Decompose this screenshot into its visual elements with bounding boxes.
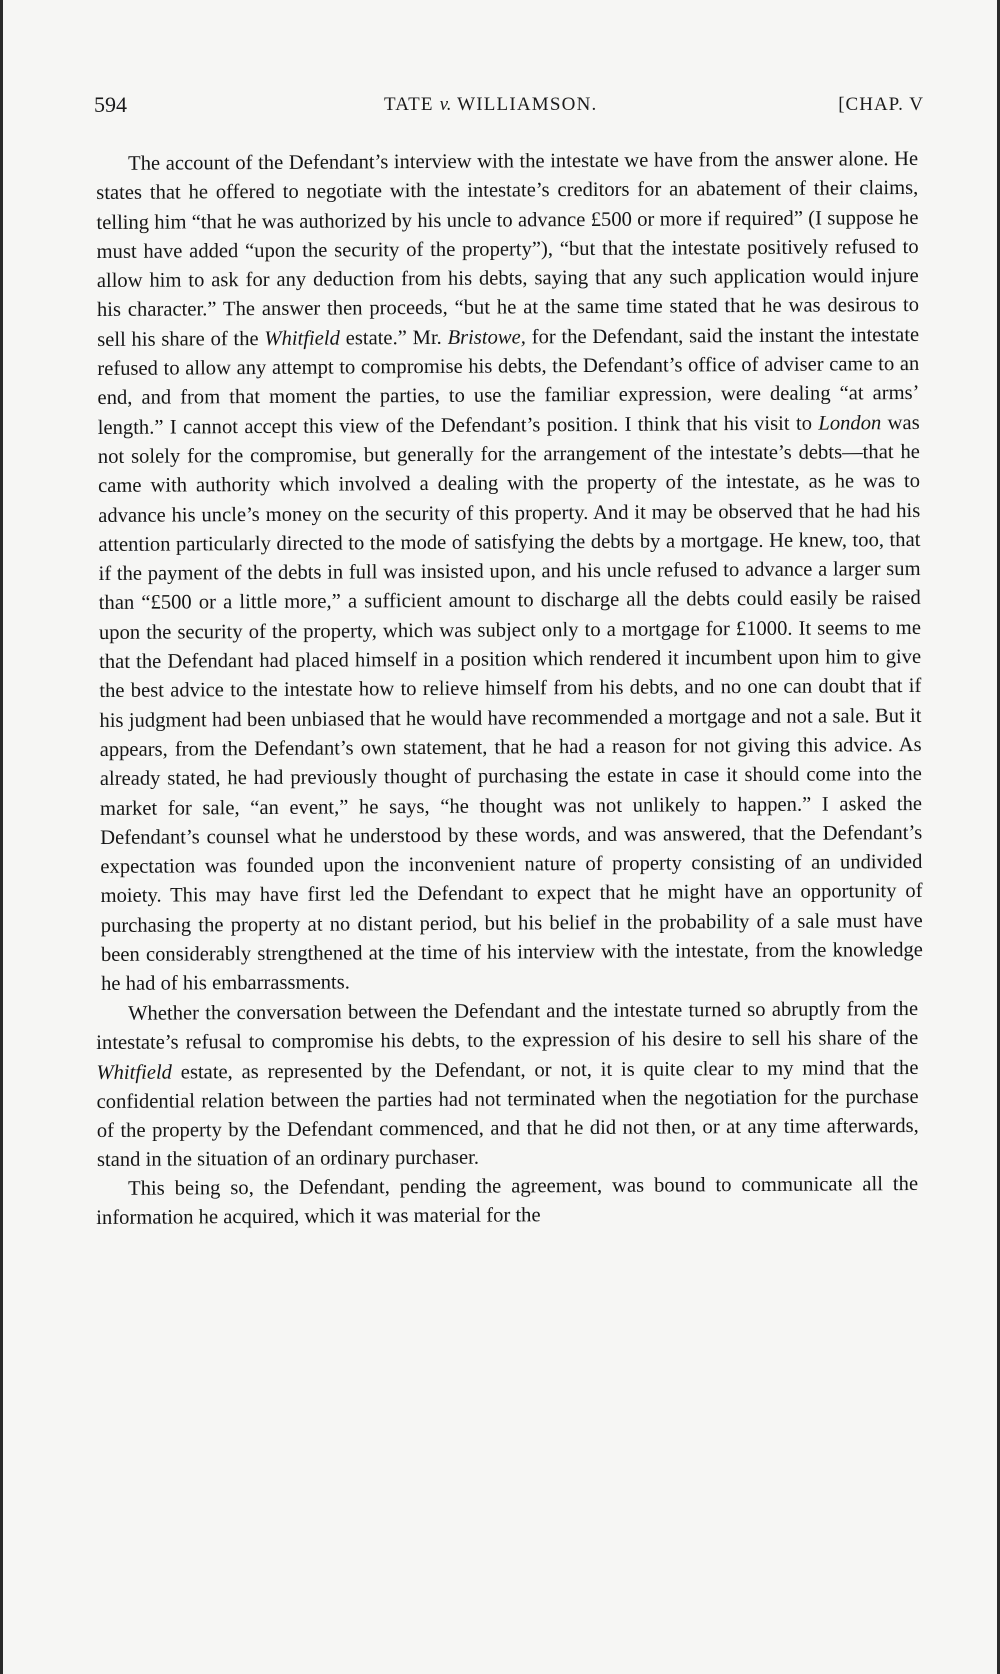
paragraph xyxy=(96,145,923,1000)
body-text xyxy=(96,147,923,1234)
scan-left-edge xyxy=(0,0,3,1674)
paragraph xyxy=(96,995,919,1176)
italic-text-segment: Whitfield xyxy=(96,1060,173,1084)
case-title-v: v. xyxy=(439,94,452,115)
text-segment: was not solely for the compromise, but generally for the arrangement of the intestate’s debts—that he came with authority which involved a dealing with the property of the intestate, as he was to advance his uncle’s money on the security of this property. And it may be observed that he had his attention particularly directed to the mode of satisfying the debts by a mortgage. He knew, too, that if the payment of the debts in full was insisted upon, and his uncle refused to advance a larger sum than “£500 or a little more,” a sufficient amount to discharge all the debts could easily be raised upon the security of the property, which was subject only to a mortgage for £1000. It seems to me that the Defendant had placed himself in a position which rendered it incumbent upon him to give the best advice to the intestate how to relieve himself from his debts, and no one can doubt that if his judgment had been unbiased that he would have recommended a mortgage and not a sale. But it appears, from the Defendant’s own statement, that he had a reason for not giving this advice. As already stated, he had previously thought of purchasing the estate in case it should come into the market for sale, “an event,” he says, “he thought was not unlikely to happen.” I asked the Defendant’s counsel what he understood by these words, and was answered, that the Defendant’s expectation was founded upon the inconvenient nature of property consisting of an undivided moiety. This may have first led the Defendant to expect that he might have an opportunity of purchasing the property at no distant period, but his belief in the probability of a sale must have been considerably strengthened at the time of his interview with the intestate, from the knowledge he had of his embarrassments. xyxy=(97,411,923,996)
text-segment: Whether the conversation between the Defendant and the intestate turned so abruptly from the intestate’s refusal to compromise his debts, to the expression of his desire to sell his share of the xyxy=(96,997,919,1054)
text-segment: This being so, the Defendant, pending the agreement, was bound to communicate all the information he acquired, which it was material for the xyxy=(96,1173,919,1230)
running-head xyxy=(94,92,924,122)
text-segment: The account of the Defendant’s interview with the intestate we have from the answer alone. He states that he offered to negotiate with the intestate’s creditors for an abatement of their claims, telling him “that he was authorized by his uncle to advance £500 or more if required” (I suppose he must have added “upon the security of the property”), “but that the intestate positively refused to allow him to ask for any deduction from his debts, saying that any such application would injure his character.” The answer then proceeds, “but he at the same time stated that he was desirous to sell his share of the xyxy=(96,147,920,351)
case-title-part1: TATE xyxy=(384,94,434,115)
italic-text-segment: Whitfield xyxy=(264,327,340,350)
chapter-label: [CHAP. V xyxy=(838,94,924,115)
paragraph xyxy=(96,1170,918,1234)
italic-text-segment: Bristowe, xyxy=(447,326,526,349)
italic-text-segment: London xyxy=(818,411,882,435)
case-title-part2: WILLIAMSON. xyxy=(457,94,598,115)
page-number: 594 xyxy=(94,92,127,117)
text-segment: estate, as represented by the Defendant, or not, it is quite clear to my mind that the confidential relation between the parties had not terminated when the negotiation for the purchase of the property by the Defendant commenced, and that he did not then, or at any time afterwards, stand in the situation of an ordinary purchaser. xyxy=(96,1056,919,1172)
case-title xyxy=(384,94,597,116)
text-segment: estate.” Mr. xyxy=(339,326,448,350)
text-segment: for the Defendant, said the instant the intestate refused to allow any attempt to compromise his debts, the Defendant’s office of adviser came to an end, and from that moment the parties, to use the familiar expression, were dealing “at arms’ length.” I cannot accept this view of the Defendant’s position. I think that his visit to xyxy=(97,323,920,439)
